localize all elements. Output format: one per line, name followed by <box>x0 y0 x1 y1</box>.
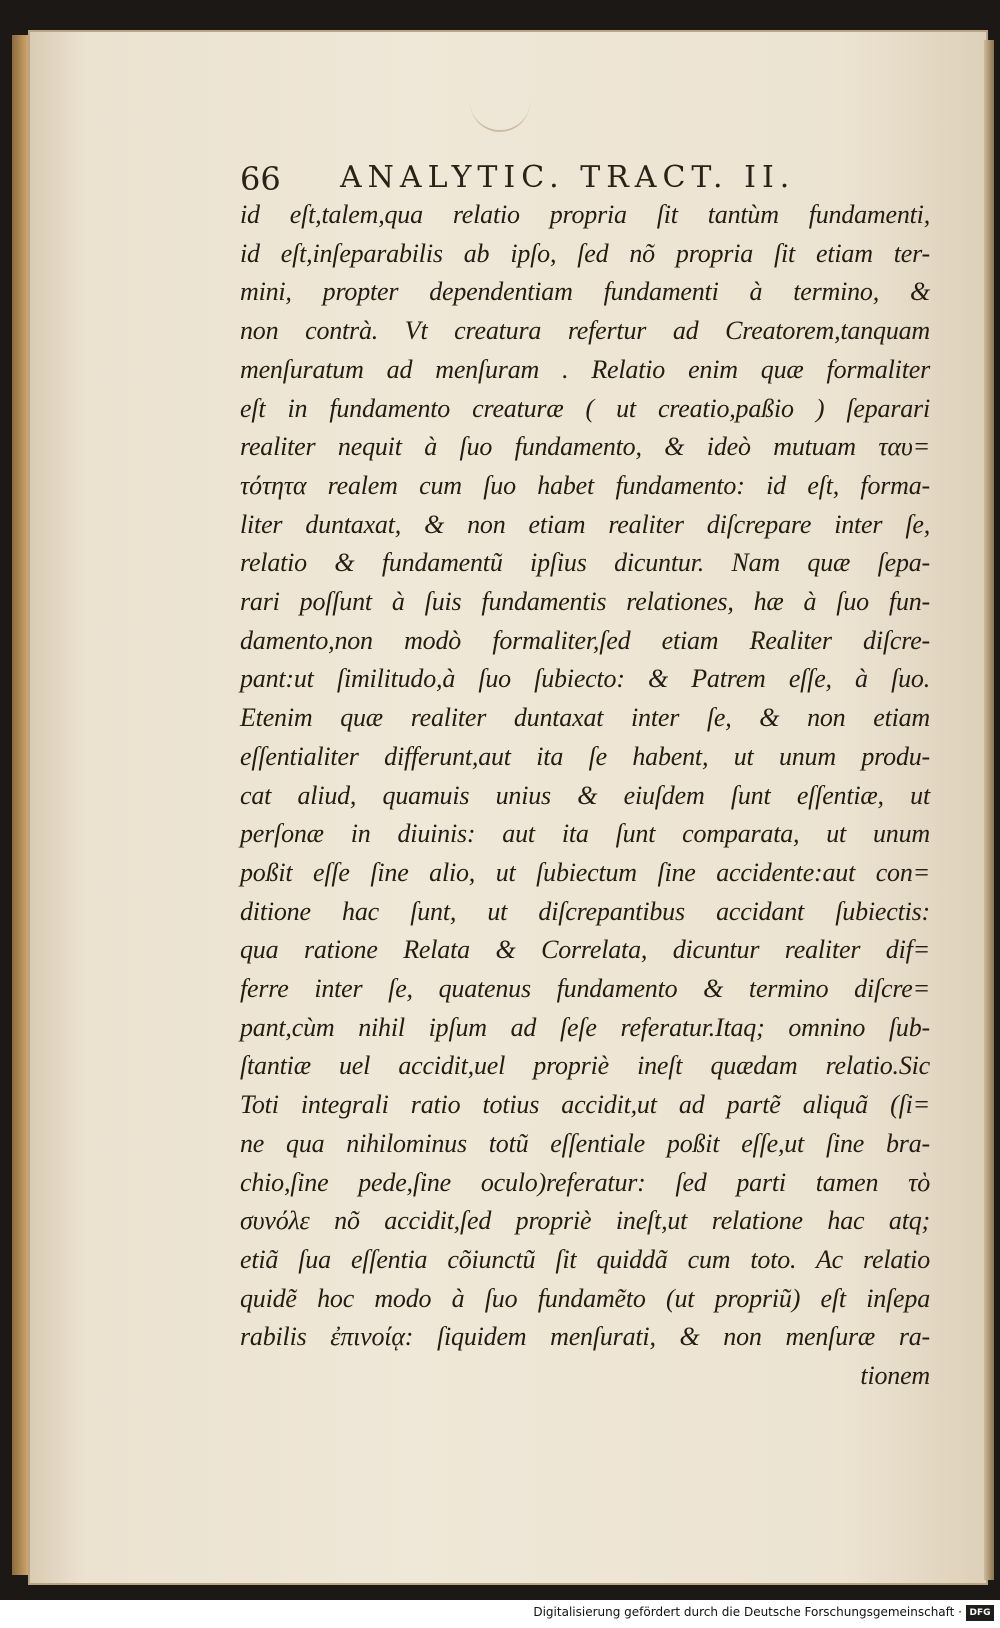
text-line: pant,cùm nihil ipſum ad ſeſe referatur.Itaq; omnino ſub- <box>240 1012 930 1042</box>
text-line: Toti integrali ratio totius accidit,ut ad partẽ aliquã (ſi= <box>240 1090 930 1120</box>
text-line: qua ratione Relata & Correlata, dicuntur realiter dif= <box>240 935 930 965</box>
text-line: liter duntaxat, & non etiam realiter diſcrepare inter ſe, <box>240 509 930 539</box>
text-line: id eſt,inſeparabilis ab ipſo, ſed nõ propria ſit etiam ter- <box>240 238 930 268</box>
page-right-edge <box>984 40 994 1580</box>
text-line: cat aliud, quamuis unius & eiuſdem ſunt eſſentiæ, ut <box>240 780 930 810</box>
text-line: ſtantiæ uel accidit,uel propriè ineſt quædam relatio.Sic <box>240 1051 930 1081</box>
running-head: ANALYTIC. TRACT. II. <box>340 160 796 195</box>
text-line: menſuratum ad menſuram . Relatio enim quæ formaliter <box>240 354 930 384</box>
text-line: chio,ſine pede,ſine oculo)referatur: ſed parti tamen τὸ <box>240 1167 930 1197</box>
page-number: 66 <box>240 160 281 198</box>
text-line: Etenim quæ realiter duntaxat inter ſe, & non etiam <box>240 703 930 733</box>
text-line: id eſt,talem,qua relatio propria ſit tantùm fundamenti, <box>240 200 930 229</box>
text-line: tionem <box>860 1361 930 1391</box>
digitization-footer <box>0 1600 1000 1628</box>
text-line: ne qua nihilominus totũ eſſentiale poßit eſſe,ut ſine bra- <box>240 1128 930 1158</box>
text-line: rabilis ἐπινοίᾳ: ſiquidem menſurati, & non menſuræ ra- <box>240 1322 930 1352</box>
text-line: rari poſſunt à ſuis fundamentis relationes, hæ à ſuo fun- <box>240 587 930 617</box>
text-line: pant:ut ſimilitudo,à ſuo ſubiecto: & Patrem eſſe, à ſuo. <box>240 664 930 694</box>
text-line: eſt in fundamento creaturæ ( ut creatio,paßio ) ſeparari <box>240 393 930 423</box>
text-line: eſſentialiter differunt,aut ita ſe habent, ut unum produ- <box>240 741 930 771</box>
text-line: τότητα realem cum ſuo habet fundamento: id eſt, forma- <box>240 470 930 500</box>
text-line: realiter nequit à ſuo fundamento, & ideò mutuam ταυ= <box>240 432 930 462</box>
text-line: etiã ſua eſſentia cõiunctũ ſit quiddã cum toto. Ac relatio <box>240 1244 930 1274</box>
text-line: relatio & fundamentũ ipſius dicuntur. Nam quæ ſepa- <box>240 548 930 578</box>
dfg-logo-icon: DFG <box>966 1605 994 1621</box>
text-line: mini, propter dependentiam fundamenti à termino, & <box>240 277 930 307</box>
text-line: perſonæ in diuinis: aut ita ſunt comparata, ut unum <box>240 819 930 849</box>
text-line: poßit eſſe ſine alio, ut ſubiectum ſine accidente:aut con= <box>240 857 930 887</box>
footer-credit: Digitalisierung gefördert durch die Deutsche Forschungsgemeinschaft · <box>533 1605 962 1619</box>
text-line: ferre inter ſe, quatenus fundamento & termino diſcre= <box>240 974 930 1004</box>
text-line: damento,non modò formaliter,ſed etiam Realiter diſcre- <box>240 625 930 655</box>
text-line: quidẽ hoc modo à ſuo fundamẽto (ut propriũ) eſt inſepa <box>240 1283 930 1313</box>
text-line: non contrà. Vt creatura refertur ad Creatorem,tanquam <box>240 316 930 346</box>
body-text <box>240 196 930 1396</box>
text-line: ditione hac ſunt, ut diſcrepantibus accidant ſubiectis: <box>240 896 930 926</box>
text-line: συνόλε nõ accidit,ſed propriè ineſt,ut relatione hac atq; <box>240 1206 930 1236</box>
